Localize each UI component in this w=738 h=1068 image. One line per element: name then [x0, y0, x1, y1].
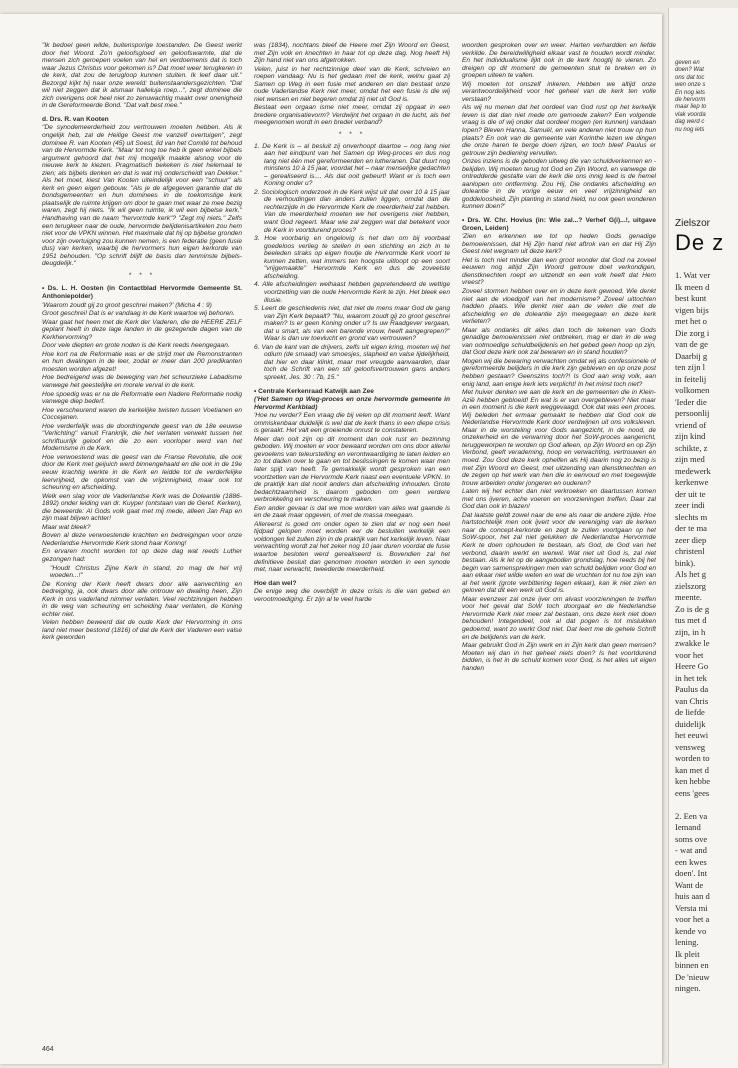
- paragraph: Meer dan ooit zijn op dit moment dan ook rust en bezinning geboden. Wij moeten er voor bewaard worden om ons door allerlei gevoelens van teleurstelling en verontwaardiging te laten leiden en zo tot daden over te gaan en tot beslissingen te komen waar men later spijt van heeft. Te gemakkelijk wordt gesproken van een voortzetten van de Hervormde Kerk naast een eventuele VPKN. In de praktijk kan dat nooit anders dan afscheiding inhouden. Grote bedachtzaamheid is daarom geboden om geen verdere verbrokkeling en verscheuring te maken.: [254, 435, 450, 504]
- text-line: vriend of: [675, 419, 707, 430]
- text-line: Daarbij g: [675, 350, 708, 361]
- paragraph: Hoe verwoestend was de geest van de Franse Revolutie, die ook door de Kerk met geijuich werd binnengehaald en die ook in de 19e eeuw krachtig werkte in de Kerk en leidde tot de verderfelijke leervrijheid, de opkomst van de vrijzinnigheid, maar ook tot scheuring en afscheiding.: [42, 453, 242, 492]
- text-line: in feitelij: [675, 373, 707, 384]
- paragraph: Maar wat bleek?: [42, 523, 91, 531]
- text-line: lening.: [675, 937, 699, 947]
- text-line: Als het g: [675, 569, 707, 579]
- paragraph: Zoveel stormen hebben over en in deze kerk gewoed. Wie denkt niet aan de vloedgolf van het modernisme? Zoveel uittochten hadden plaats. Wie denkt niet aan de velen die met de afscheiding en de doleantie zijn meegegaan en deze kerk verlieten?: [462, 287, 656, 326]
- text-line: Paulus da: [675, 684, 709, 694]
- text-line: bink).: [675, 557, 696, 568]
- paragraph: 'Waarom zoudt gij zo groot geschrei maken?' (Micha 4 : 9): [42, 301, 212, 309]
- section-heading: Hoe dan wel?: [254, 579, 297, 587]
- paragraph: Boven al deze verwoestende krachten en bedreigingen voor onze Nederlandse Hervormde Kerk stond haar Koning!: [42, 532, 242, 547]
- text-line: soms ove: [675, 833, 708, 844]
- paragraph: De Koning der Kerk heeft dwars door alle aanvechting en bedreiging, ja, ook dwars door alle ontrouw en dwaling heen, Zijn Kerk in ons vaderland nimmer verlaten. Veel rechtzinnigen hebben in de weg van scheuring en scheiding haar verlaten, de Koning echter niet.: [42, 580, 242, 618]
- text-line: der uit te: [675, 488, 706, 499]
- paragraph: Door vele diepten en grote noden is de Kerk reeds heengegaan.: [42, 342, 230, 350]
- right-page: [668, 8, 738, 1068]
- numbered-point: 6. Van de kant van de drijvers, zelfs uit eigen kring, moeten wij het odium (de smaad) van smoesjes, slapheid en valse lijdelijkheid, dat hier en daar klinkt, maar met vreugde aanvaarden, daar toch de Schrift van een stil geloofsvertrouwen gans anders spreekt, Jes. 30 : 7b, 15.": [254, 343, 450, 381]
- left-page: [0, 14, 662, 1064]
- numbered-point: 2. Sociologisch onderzoek in de Kerk wijst uit dat over 10 à 15 jaar de verhoudingen dan anders zullen liggen, omdat dan de rechterzijde in de Hervormde Kerk de meerderheid zal hebben. Van de meerderheid moeten we het overigens niet hebben, want God regeert. Maar wie zal zeggen wat dat betekent voor de Kerk in voortdurend proces?: [254, 188, 450, 234]
- paragraph: Maar gebruikt God in Zijn werk en in Zijn kerk dan geen mensen? Moeten wij dan in het geheel niets doen? Is het voortdurend bidden, is het in de schuld komen voor God, is het alles uit eigen handen: [462, 642, 656, 672]
- separator: * * *: [128, 271, 156, 279]
- paragraph: Groot geschrei! Dat is er vandaag in de Kerk waartoe wij behoren.: [42, 310, 235, 318]
- text-line: - wat and: [675, 845, 707, 855]
- text-line: maar liep to: [675, 104, 707, 111]
- section-heading: d. Drs. R. van Kooten: [42, 115, 109, 123]
- text-line: ten zijn l: [675, 362, 706, 372]
- paragraph: En ervaren mocht worden tot op deze dag wat reeds Luther gezongen had:: [42, 548, 242, 563]
- right-page-top-text: [675, 60, 738, 134]
- text-line: En nog iets: [675, 89, 706, 96]
- text-line: in het tek: [675, 672, 707, 683]
- paragraph: De enige weg die overblijft in deze crisis is die van gebed en verootmoediging. Er zijn al te veel harde: [254, 588, 450, 603]
- text-line: eens 'gees: [675, 787, 710, 798]
- paragraph: Bestaat een orgaan isme niet meer, omdat zij opgaat in een bredere organisatievorm? Verdwijnt het orgaan in de lucht, als het meegenomen wordt in een breder verband?: [254, 104, 450, 127]
- paragraph: "De synodemeerderheid zou vertrouwen moeten hebben. Als ik ongelijk heb, zal de Heilige Geest me vanzelf overtuigen", zegt dominee R. van Kooten (45) uit Soest, lid van het Comité tot behoud van de Hervormde Kerk. "Maar tot nog toe heb ik geen enkel bijbels argument gehoord dat het mij mogelijk maakte alsnog voor de nieuwe kerk te kiezen. Pragmatisch bekeken is niet helemaal te zien; als bijbels denken en dat is wat mij onderscheidt van Dekker." Als het moet, kiest Van Kooten uiteindelijk voor een "schuur" als kerk en geen eigen gebouw. "Als je de afgegeven garantie dat de bondsgemeenten en hun dominees in de toekomstige kerk plaatselijk de ruimte krijgen om door te gaan met waar ze mee bezig waren, zegt hij niets. "Ik wil geen ruimte, ik wil een bijbelse kerk." Handhaving van de naam "hervormde kerk"? "Zegt mij niets." Zelfs een terugkeer naar de oude, hervormde belijdenisartikelen zou hem niet voor de VPKN winnen. Het maximale dat hij op bijbelse gronden voor zijn overtuiging zou kunnen nemen, is een federatie (geen fusie dus) van kerken, waarbij de hervormers hun eigen kerkorde van 1951 behouden. "Op schrift blijft de basis dan tenminste bijbels-deugdelijk.": [42, 124, 242, 268]
- text-line: kende vo: [675, 925, 707, 936]
- text-line: een kwes: [675, 856, 707, 867]
- text-line: Zo is de g: [675, 603, 710, 614]
- text-line: vigen bijs: [675, 304, 709, 315]
- text-line: tus met d: [675, 615, 707, 625]
- text-line: Iemand: [675, 822, 701, 832]
- text-line: worden to: [675, 753, 710, 763]
- text-line: slechts m: [675, 511, 708, 522]
- text-line: schikte, z: [675, 442, 708, 453]
- text-line: Ik pleit: [675, 948, 700, 959]
- section-subheading: ('Het Samen op Weg-proces en onze hervormde gemeente in Hervormd Kerkblad): [254, 396, 450, 411]
- text-line: de liefde: [675, 707, 705, 717]
- paragraph: Dat laatste geldt zowel naar de ene als naar de andere zijde. Hoe hartstochtelijk men ook ijvert voor de vereniging van de kerken naar de concept-kerkorde en zegt te zullen voortgaan op het SoW-spoor, het zal niet gelukken de Nederlandse Hervormde Kerk te doen ophouden te bestaan, als God, de God van het verbond, daarin werkt en wenwil. Wat niet uit God is, zal niet bestaan. Als ik let op de aangeboden grondslag, hoe reeds bij het begin van samensprekingen men van schuld belijden voor God en aan elkaar niet wilde weten en wat de vruchten tot nu toe zijn van al het werk (grote verbittering tegen elkaar), kan ik niet zien en geloven dat dit een werk uit God is.: [462, 511, 656, 595]
- paragraph: Hoe verderfelijk was de doordringende geest van de 18e eeuwse "Verlichting" vanuit Frankrijk, die het verlaten verwekt tussen het schriftuurlijk geloof en die zo een voorloper werd van het Modernisme in de Kerk.: [42, 422, 242, 453]
- text-line: nu nog iets: [675, 126, 705, 133]
- paragraph: Met huiver denken we aan de kerk en de gemeenten die in Klein-Azië hebben gebloeid! En wat is er van overgebleven? Niet maar in een moment is die kerk weggevaagd. Ook dat was een proces. Wij beleden het ermaar gemaakt te hebben dat God ook de Nederlandse Hervormde Kerk door verdwijnen uit ons volksleven. Maar in de worsteling voor Gods aangezicht, in de nood, de onzekerheid en de verwarring door het SoW-proces aangericht, teruggeworpen te worden op God alleen, op Zijn Woord en op Zijn Verbond, geeft verademing, hoop en verwachting, vertrouwen en moed. Zou God deze kerk ophelfen als Hij daarin nog zo bezig is met Zijn Woord en Geest, met uitzending van dienstknechten en de zegen op het werk van hen die in eenvoud en met toegewijde trouw arbeiden onder jongeren en ouderen?: [462, 389, 656, 487]
- text-line: voor het: [675, 649, 704, 660]
- paragraph: Hoe bedreigend was de beweging van het scheurzieke Labadisme vanwege het geestelijke en morele verval in de kerk.: [42, 374, 242, 389]
- section-heading: • Drs. W. Chr. Hovius (in: Wie zal...? Verhef G(i)...!, uitgave Groen, Leiden): [462, 217, 656, 232]
- paragraph: Waar gaat het heen met de Kerk der Vaderen, die de HEERE ZELF geplant heeft in deze lage landen in de gezegende dagen van de Kerkhervorming?: [42, 318, 242, 341]
- paragraph: woorden gesproken over en weer. Harten verhardden en liefde verkilde. De bereidwilligheid elkaar vast te houden wordt minder. En het individualisme lijkt ook in de kerk hoogtij te vieren. Zo dreigen op dit moment de gemeenten stuk te breken en in groepen uiteen te vallen.: [462, 42, 656, 80]
- text-line: Versta mi: [675, 902, 708, 913]
- text-line: Heere Go: [675, 661, 709, 671]
- text-line: zijn kind: [675, 431, 706, 441]
- text-line: ken hebbe: [675, 776, 711, 786]
- paragraph: Hoe verscheurend waren de kerkelijke twisten tussen Voetianen en Coccejanen.: [42, 406, 242, 422]
- text-line: kerkenwe: [675, 477, 709, 487]
- text-line: Die zorg i: [675, 327, 710, 338]
- right-page-title: De z: [675, 230, 725, 255]
- separator: * * *: [338, 131, 366, 139]
- quote: "Houdt Christus Zijne Kerk in stand, zo mag de hel vrij woeden...!": [50, 564, 242, 580]
- paragraph: 'Hoe nu verder? Een vraag die bij velen op dit moment leeft. Want ommiskenbaar duidelijk is wel dat de kerk thans in een diepe crisis is geraakt. Het valt een groeiende onrust te constateren.: [254, 412, 450, 435]
- text-line: De 'nieuw: [675, 971, 710, 982]
- paragraph: Hoe kort na de Reformatie was er de strijd met de Remonstranten en hun dwalingen in de leer, zodat er meer dan 200 predikanten moesten worden afgezet!: [42, 350, 242, 373]
- text-line: doen? Wat: [675, 67, 704, 74]
- text-line: met het o: [675, 316, 707, 326]
- text-line: van Chris: [675, 695, 709, 706]
- text-line: duidelijk: [675, 718, 706, 729]
- right-page-section-label: Zielszor: [675, 218, 711, 229]
- text-line: van de ge: [675, 339, 708, 349]
- text-line: volkomen: [675, 385, 710, 395]
- text-line: vlak voorda: [675, 111, 706, 118]
- text-line: 2. Een va: [675, 810, 708, 821]
- paragraph: Wij moeten tot onszelf inkeren. Hebben we altijd onze verantwoordelijkheid voor het geheel van de kerk ten volle verstaan?: [462, 80, 656, 103]
- column-2: [254, 42, 450, 1032]
- section-heading: • Centrale Kerkenraad Katwijk aan Zee: [254, 387, 374, 395]
- column-3: [462, 42, 656, 1032]
- paragraph: Velen, juist in het rechtzinnige deel van de Kerk, schreien en roepen vandaag: Nu is het gedaan met de kerk, welnu gaat zij Samen op Weg in een fusie met anderen en dan bestaat onze oude Vaderlandse Kerk niet meer, omdat het een fusie is die wij niet wensen en niet begeren omdat zij niet uit God is.: [254, 65, 450, 103]
- paragraph: Onzes inziens is de geboden uitweg die van schuldverkennen en -belijden. Wij moeten terug tot God en Zijn Woord, en vanwege de ontredderde gestalte van de kerk die ons innig leed is de hemel aanlopen om ontferming. Zou Hij, Die ondanks afscheiding en doleantie in de vorige eeuw en veel vrijzinnigheid en goddeloosheid, Zijn planting in stand hield, nu ook geen wonderen kunnen doen?': [462, 158, 656, 211]
- text-line: huis aan d: [675, 891, 710, 901]
- text-line: voor het a: [675, 914, 710, 924]
- numbered-point: 1. De Kerk is – al besluit zij onverhoopt daartoe – nog lang niet aan het eindpunt van het Samen op Weg-proces en dus nog lang niet één met gereformeerden en lutheranen. Dat duurt nog minstens 10 à 15 jaar, voordat het – naar menselijke gedachten – gerealiseerd is.... Als dat ooit gebeurt! Want er is toch een Koning onder u?: [254, 142, 450, 188]
- text-line: geven en: [675, 60, 700, 66]
- numbered-point: 4. Alle afscheidingen welhaast hebben gepretendeerd de wettige voortzetting van de oude Hervormde Kerk te zijn. Het bleek een illusie.: [254, 281, 450, 304]
- column-1: [42, 42, 242, 1032]
- section-heading: • Ds. L. H. Oosten (in Contactblad Hervormde Gemeente St. Anthoniepolder): [42, 285, 242, 300]
- text-line: wen onze s: [675, 82, 706, 89]
- text-line: medewerk: [675, 465, 711, 476]
- paragraph: Laten wij het echter dan niet verkroeken en daartussen komen met ons ijveren, ache voeren en voorzieningen treffen. Daar zal God dan ook in blazen!: [462, 488, 656, 511]
- text-line: vensweg: [675, 741, 706, 752]
- paragraph: Een ander gevaar is dat we moe worden van alles wat gaande is en de zaak maar opgeven, of met de massa meegaan.: [254, 504, 450, 520]
- text-line: ons dat toc: [675, 74, 705, 81]
- text-line: het eeuwi: [675, 730, 709, 740]
- text-line: Ik meen d: [675, 281, 710, 292]
- text-line: meente.: [675, 592, 702, 602]
- right-page-body: [675, 270, 738, 995]
- text-line: 1. Wat ver: [675, 270, 711, 280]
- text-line: doen'. Int: [675, 868, 708, 878]
- numbered-point: 3. Hoe voorbarig en ongelovig is het dan om bij voorbaat goedeloos verlieg te stellen in een stichting en zich in te beeleden straks op eigen houtje de Hervormde Kerk voort te kunnen zetten, wat immers ten hoogste uitloopt op een soort "vrijgemaakte" Hervormde Kerk en dus de zoveelste afscheiding.: [254, 235, 450, 280]
- text-line: 'Ieder die: [675, 396, 707, 407]
- text-line: de hervorm: [675, 97, 706, 104]
- text-line: Want de: [675, 879, 704, 890]
- text-line: best kunt: [675, 293, 707, 303]
- paragraph: Maar als ondanks dit alles dan toch de tekenen van Gods genadige bemoeienissen niet ontbreken, mag er dan in de weg van ootmoedige schuldbelijdenis en het gebed geen hoop op zijn, dat God deze kerk ook zal bewaren en in stand houden?: [462, 326, 656, 357]
- text-line: zeer indi: [675, 500, 705, 510]
- page-number: 464: [42, 1046, 54, 1053]
- text-line: zijn med: [675, 454, 705, 464]
- numbered-point: 5. Leert de geschiedenis niet, dat niet de mens maar God de gang van Zijn Kerk bepaalt? "Nu, waarom zoudt gij zo groot geschrei maken? Is er geen Koning onder u? Is uw Raadgever vergaan, dat u smart, als van een barende vrouw, heeft aangegrepen?" Waar is dan uw toevlucht en grond van vertrouwen?: [254, 305, 450, 343]
- text-line: persoonlij: [675, 408, 710, 418]
- paragraph: Welk een slag voor de Vaderlandse Kerk was de Doleantie (1886-1892) onder leiding van dr. Kuyper (ontstaan van de Geref. Kerken), die beweerde: Al Gods volk gaat met mij mede, alleen Jan Rap en zijn maat blijven achter!: [42, 492, 242, 523]
- text-line: der te ma: [675, 523, 707, 533]
- paragraph: Het is toch niet minder dan een groot wonder dat God na zoveel eeuwen nog altijd Zijn Woord getrouw doet verkondigen, dienstknechten roept en uitzendt en een volk heeft dat Hem vreest?: [462, 256, 656, 287]
- text-line: zeer diep: [675, 534, 707, 545]
- paragraph: "Ik bedoel geen wilde, buitensporige toestanden. De Geest werkt door het Woord. Zo'n geloofsgloed en geloofswarmte, dat de mensen zich geroepen voelen van hel en verdoemenis dat is toch waar Jezus Christus voor gekomen is? Dat moet weer terugkeren in de kerk, dat zou de terugloop kunnen stuiten. Ik leef daar uit." Bezorgd kijkt hij naar onze wereld: buitenstaandersgezichten. "Dat wil niet zeggen dat ik alsmaar halleluja roep...", zegt dominee die zich overigens ook heel niet zo zenuwachtig maakt over onenigheid in de Gereformeerde Bond. "Dat valt best mee.": [42, 42, 242, 110]
- paragraph: Velen hebben beweerd dat de oude Kerk der Hervorming in ons land niet meer bestond (1816) of dat de Kerk der Vaderen een valse kerk geworden: [42, 619, 242, 642]
- text-line: dag werd c: [675, 119, 705, 126]
- paragraph: Hoe spoedig was er na de Reformatie een Nadere Reformatie nodig vanwege diep bederf.: [42, 390, 242, 406]
- paragraph: Allereerst is goed om onder ogen te zien dat er nog een heel tijdpad gelopen moet worden eer de besluiten werkelijk een voldongen feit zullen zijn in de praktijk van het kerkelijk leven. Naar verwachting wordt zal het zeker nog 10 jaar duren voordat de fusie waartoe besloten werd gerealiseerd is. Bovendien zal het definitieve besluit dan genomen moeten worden in een synode met, naar verwacht, tweederde meerderheid.: [254, 520, 450, 574]
- text-line: zwakke le: [675, 638, 710, 648]
- text-line: zielszorg: [675, 580, 706, 591]
- paragraph: Maar evenzeer zal onze ijver om alvast voorzieningen te treffen voor het geval dat SoW toch doorgaat en de Nederlandse Hervormde Kerk niet meer zal bestaan, ons deze kerk niet doen behouden! Integendeel, ook al dat pogen is tot mislukken gedoemd, want zo werkt God niet. Dat leert me de gehele Schrift en de belijdenis van de kerk.: [462, 595, 656, 641]
- text-line: binnen en: [675, 960, 709, 970]
- paragraph: Als wij nu menen dat het oordeel van God rust op het kerkelijk leven is dat dan niet mede om gemoede zaken? Een volgende vraag is die of wij onder dat oordeel mogen (en kunnen) vandaan lopen? Bleven Hanna, Samuël, en vele anderen niet trouw op hun plaats? En ook van de gemeente van Korinthe lezen we dingen die onze haren te berge doen rijzen, en toch bleef Paulus er getrouw zijn bediening vervullen.: [462, 104, 656, 157]
- text-line: ningen.: [675, 983, 701, 993]
- text-line: zijn, in h: [675, 626, 706, 637]
- text-line: kan met d: [675, 764, 709, 775]
- paragraph: 'Zien en erkennen we tot op heden Gods genadige bemoeienissen, dat Hij Zijn hand niet aftrok van en dat Hij Zijn Geest niet wegnam uit deze kerk?: [462, 233, 656, 256]
- paragraph: Mogen wij die bewaring verwachten omdat wij als confessionele of gereformeerde belijders in die kerk zijn gebleven en op onze post hebben gestaan? Geenszins toch?! Is God aan enig volk, aan enig land, aan enige kerk iets verplicht! In het minst toch niet?: [462, 357, 656, 388]
- paragraph: was (1834), nochtans bleef de Heere met Zijn Woord en Geest, met Zijn volk en knechten in haar tot op deze dag. Nog heeft Hij Zijn hand niet van ons afgetrokken.: [254, 42, 450, 65]
- text-line: [675, 799, 738, 811]
- text-line: christenl: [675, 546, 705, 556]
